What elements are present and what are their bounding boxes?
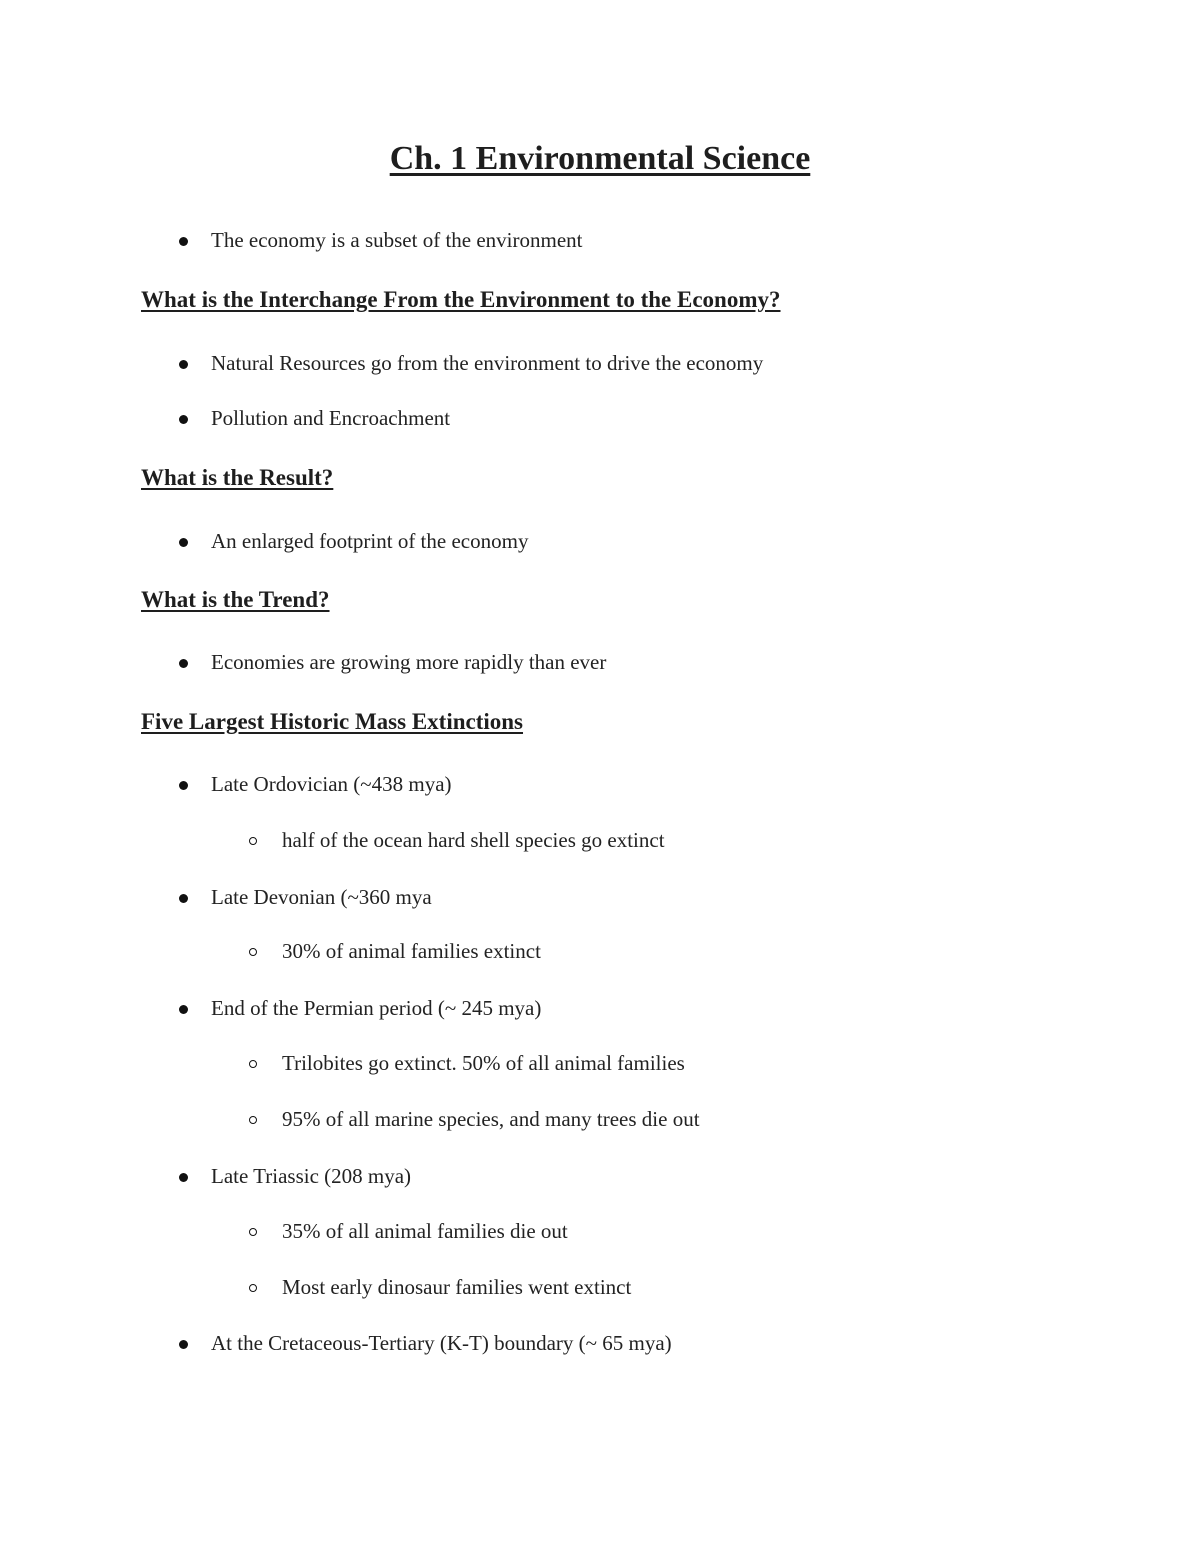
sub-list-item: Trilobites go extinct. 50% of all animal families <box>282 1051 685 1075</box>
sub-list-item: 30% of animal families extinct <box>282 939 541 963</box>
circle-bullet-icon <box>249 837 257 845</box>
bullet-icon <box>179 781 188 790</box>
sub-list-item: half of the ocean hard shell species go extinct <box>282 828 665 852</box>
bullet-icon <box>179 1005 188 1014</box>
page-title: Ch. 1 Environmental Science <box>389 140 811 177</box>
list-item: Economies are growing more rapidly than ever <box>211 650 607 674</box>
circle-bullet-icon <box>249 1228 257 1236</box>
bullet-icon <box>179 538 188 547</box>
bullet-icon <box>179 1173 188 1182</box>
list-item: The economy is a subset of the environment <box>211 228 583 252</box>
bullet-icon <box>179 360 188 369</box>
bullet-icon <box>179 415 188 424</box>
bullet-icon <box>179 1340 188 1349</box>
section-heading-trend: What is the Trend? <box>141 587 330 612</box>
list-item: Late Ordovician (~438 mya) <box>211 772 452 796</box>
list-item: Late Triassic (208 mya) <box>211 1164 412 1188</box>
section-heading-interchange: What is the Interchange From the Environment to the Economy? <box>141 287 781 312</box>
list-item: At the Cretaceous-Tertiary (K-T) boundary (~ 65 mya) <box>211 1331 672 1355</box>
list-item: Natural Resources go from the environment to drive the economy <box>211 351 764 375</box>
list-item: Late Devonian (~360 mya <box>211 885 432 909</box>
section-heading-result: What is the Result? <box>141 465 334 490</box>
sub-list-item: 35% of all animal families die out <box>282 1219 568 1243</box>
list-item: End of the Permian period (~ 245 mya) <box>211 996 542 1020</box>
section-heading-extinctions: Five Largest Historic Mass Extinctions <box>141 709 524 734</box>
circle-bullet-icon <box>249 1116 257 1124</box>
sub-list-item: 95% of all marine species, and many trees die out <box>282 1107 700 1131</box>
bullet-icon <box>179 894 188 903</box>
circle-bullet-icon <box>249 948 257 956</box>
list-item: Pollution and Encroachment <box>211 406 451 430</box>
bullet-icon <box>179 237 188 246</box>
circle-bullet-icon <box>249 1060 257 1068</box>
list-item: An enlarged footprint of the economy <box>211 529 529 553</box>
bullet-icon <box>179 659 188 668</box>
circle-bullet-icon <box>249 1284 257 1292</box>
sub-list-item: Most early dinosaur families went extinct <box>282 1275 632 1299</box>
